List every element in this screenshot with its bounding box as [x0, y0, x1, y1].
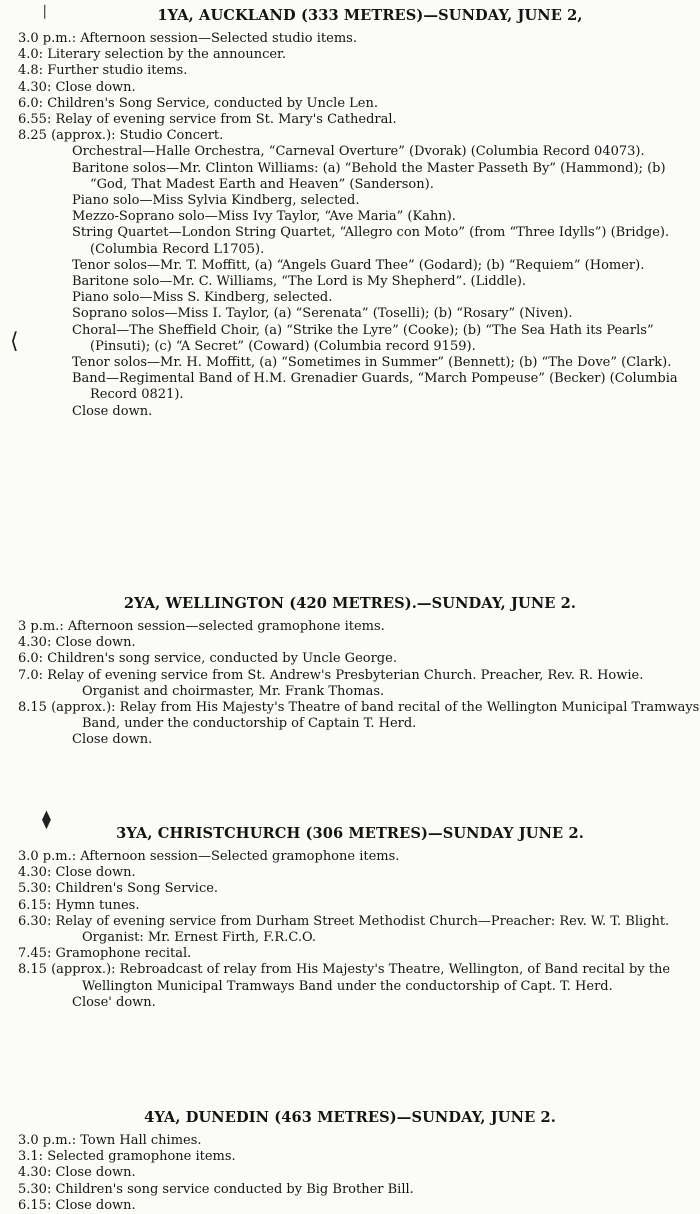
entry-text: Relay of evening service from St. Mary's Cathedral.	[55, 112, 397, 128]
concert-item: Mezzo-Soprano solo—Miss Ivy Taylor, “Ave Maria” (Kahn).	[72, 209, 456, 225]
close-down-line: Close down.	[72, 403, 153, 419]
programme-entry	[0, 1165, 700, 1181]
station-heading: 1YA, AUCKLAND (333 METRES)—SUNDAY, JUNE 2,	[157, 7, 583, 24]
programme-entry	[0, 668, 700, 700]
programme-entry	[0, 849, 700, 865]
close-down-line: Close' down.	[72, 994, 156, 1010]
close-down-line: Close down.	[72, 732, 153, 748]
entry-text: Relay of evening service from St. Andrew's Presbyterian Church. Preacher, Rev. R. Howie. Organist and choirmaster, Mr. Frank Thomas.	[47, 667, 644, 699]
programme-entry	[0, 96, 700, 112]
programme-entry	[0, 31, 700, 47]
entry-text: (approx.): Relay from His Majesty's Theatre of band recital of the Wellington Municipal Tramways Band, under the conductorship of Captain T. Herd.	[51, 700, 700, 732]
entry-time: 4.30:	[18, 635, 52, 651]
entry-time: 3.0 p.m.:	[18, 31, 77, 46]
entry-time: 8.15	[18, 962, 47, 978]
programme-entry	[0, 914, 700, 946]
entry-text: Close down.	[55, 635, 136, 651]
entry-time: 6.15:	[18, 897, 52, 913]
programme-entry	[0, 619, 700, 635]
entry-text: Children's song service, conducted by Uncle George.	[47, 651, 397, 667]
station-4ya-dunedin	[0, 1108, 700, 1214]
programme-entry	[0, 700, 700, 732]
entry-text: Children's song service conducted by Big Brother Bill.	[55, 1181, 414, 1197]
entry-text: Town Hall chimes.	[80, 1133, 202, 1148]
station-heading: 3YA, CHRISTCHURCH (306 METRES)—SUNDAY JUNE 2.	[116, 825, 584, 842]
entry-text: Afternoon session—Selected gramophone items.	[80, 849, 400, 864]
entry-time: 3 p.m.:	[18, 619, 64, 634]
entry-time: 3.1:	[18, 1149, 44, 1165]
entry-time: 3.0 p.m.:	[18, 849, 77, 864]
programme-entry	[0, 47, 700, 63]
concert-item: Band—Regimental Band of H.M. Grenadier Guards, “March Pompeuse” (Becker) (Columbia Record 0821).	[72, 371, 678, 403]
entry-time: 8.25	[18, 128, 47, 144]
entry-text: Close down.	[55, 865, 136, 881]
entry-text: Close down.	[55, 1197, 136, 1213]
margin-ink-blot: ⧫	[42, 809, 51, 830]
programme-entry	[0, 898, 700, 914]
station-3ya-christchurch	[0, 824, 700, 1011]
entry-time: 7.0:	[18, 667, 44, 683]
entry-time: 5.30:	[18, 881, 52, 897]
entry-text: Gramophone recital.	[55, 946, 192, 962]
programme-entry	[0, 865, 700, 881]
margin-tick-mark: ⎸	[44, 4, 58, 20]
concert-item: Tenor solos—Mr. H. Moffitt, (a) “Sometimes in Summer” (Bennett); (b) “The Dove” (Clark).	[72, 355, 672, 371]
programme-entry	[0, 946, 700, 962]
programme-entry	[0, 1149, 700, 1165]
concert-item: Baritone solo—Mr. C. Williams, “The Lord is My Shepherd”. (Liddle).	[72, 274, 527, 290]
entry-text: Children's Song Service.	[55, 881, 219, 897]
entry-time: 4.8:	[18, 63, 44, 79]
concert-item: Choral—The Sheffield Choir, (a) “Strike the Lyre” (Cooke); (b) “The Sea Hath its Pearls” (Pinsuti); (c) “A Secret” (Coward) (Columbia record 9159).	[72, 322, 654, 354]
programme-entry	[0, 112, 700, 128]
entry-time: 7.45:	[18, 946, 52, 962]
entry-time: 6.15:	[18, 1197, 52, 1213]
entry-time: 6.55:	[18, 112, 52, 128]
entry-text: Afternoon session—selected gramophone items.	[67, 619, 385, 634]
concert-item: Baritone solos—Mr. Clinton Williams: (a) “Behold the Master Passeth By” (Hammond); (b) “God, That Madest Earth and Heaven” (Sanderson).	[72, 160, 666, 192]
programme-entry	[0, 651, 700, 667]
entry-text: Close down.	[55, 1165, 136, 1181]
concert-item: Soprano solos—Miss I. Taylor, (a) “Serenata” (Toselli); (b) “Rosary” (Niven).	[72, 306, 573, 322]
entry-text: (approx.): Studio Concert.	[51, 128, 224, 144]
entry-time: 4.30:	[18, 1165, 52, 1181]
entry-time: 3.0 p.m.:	[18, 1133, 77, 1148]
entry-time: 6.0:	[18, 651, 44, 667]
entry-text: Relay of evening service from Durham Street Methodist Church—Preacher: Rev. W. T. Blight. Organist: Mr. Ernest Firth, F.R.C.O.	[55, 913, 670, 946]
programme-entry	[0, 128, 700, 144]
entry-time: 4.30:	[18, 79, 52, 95]
programme-entry	[0, 962, 700, 994]
entry-text: Further studio items.	[47, 63, 188, 79]
programme-entry	[0, 881, 700, 897]
entry-time: 6.0:	[18, 95, 44, 111]
programme-entry	[0, 1133, 700, 1149]
entry-time: 8.15	[18, 700, 47, 716]
station-2ya-wellington	[0, 594, 700, 749]
concert-item: Piano solo—Miss S. Kindberg, selected.	[72, 290, 333, 306]
entry-text: Afternoon session—Selected studio items.	[80, 31, 357, 46]
entry-text: (approx.): Rebroadcast of relay from His Majesty's Theatre, Wellington, of Band recital by the Wellington Municipal Tramways Band under the conductorship of Capt. T. Herd.	[51, 962, 671, 994]
entry-text: Literary selection by the announcer.	[47, 47, 286, 63]
programme-entry	[0, 1182, 700, 1198]
station-1ya-auckland	[0, 6, 700, 420]
entry-text: Children's Song Service, conducted by Uncle Len.	[47, 95, 378, 111]
entry-text: Close down.	[55, 79, 136, 95]
entry-text: Selected gramophone items.	[47, 1149, 236, 1165]
station-heading: 2YA, WELLINGTON (420 METRES).—SUNDAY, JUNE 2.	[123, 595, 577, 612]
station-heading: 4YA, DUNEDIN (463 METRES)—SUNDAY, JUNE 2.	[144, 1109, 556, 1126]
entry-time: 6.30:	[18, 913, 52, 929]
entry-time: 4.0:	[18, 47, 44, 63]
programme-entry	[0, 80, 700, 96]
concert-item: Piano solo—Miss Sylvia Kindberg, selected.	[72, 193, 360, 209]
concert-item: Orchestral—Halle Orchestra, “Carneval Overture” (Dvorak) (Columbia Record 04073).	[72, 144, 645, 160]
margin-pencil-mark: ⟨	[10, 329, 19, 354]
entry-time: 5.30:	[18, 1181, 52, 1197]
concert-item: Tenor solos—Mr. T. Moffitt, (a) “Angels Guard Thee” (Godard); (b) “Requiem” (Homer).	[72, 257, 645, 273]
programme-entry	[0, 1198, 700, 1214]
programme-entry	[0, 63, 700, 79]
entry-text: Hymn tunes.	[55, 897, 140, 913]
programme-entry	[0, 635, 700, 651]
concert-item: String Quartet—London String Quartet, “Allegro con Moto” (from “Three Idylls”) (Bridge). (Columbia Record L1705).	[72, 225, 670, 257]
entry-time: 4.30:	[18, 865, 52, 881]
